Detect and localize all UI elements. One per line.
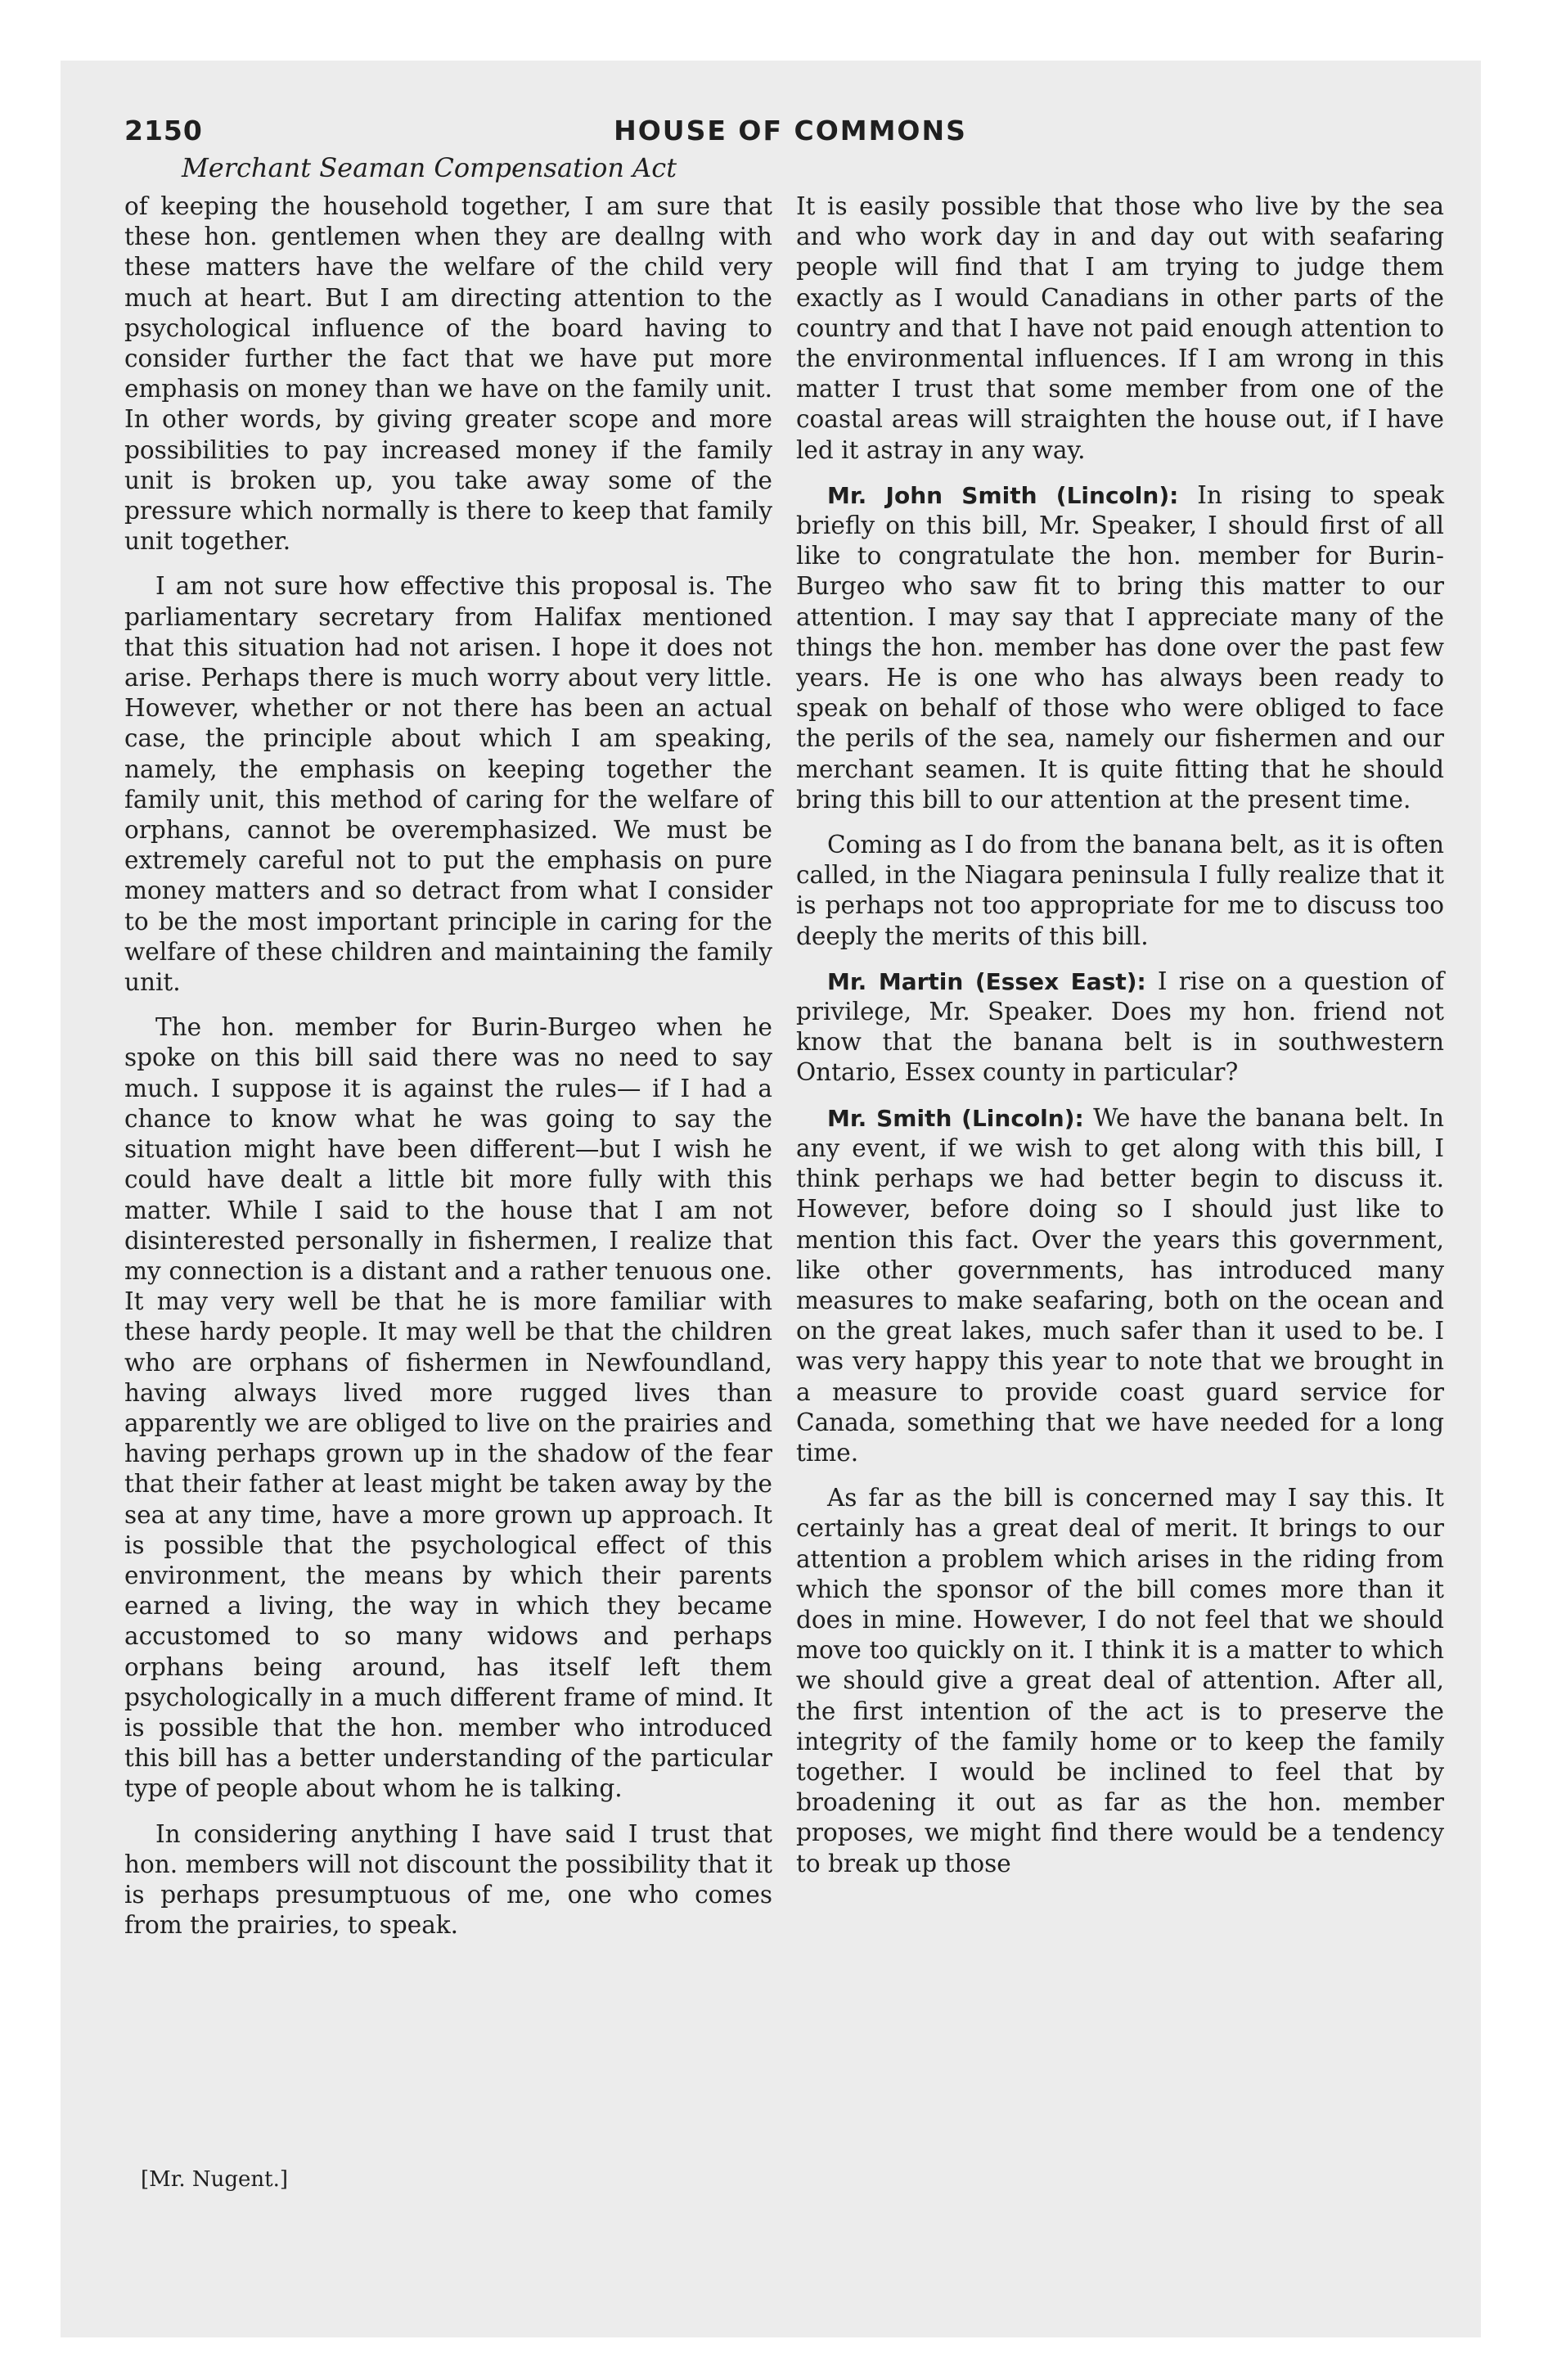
paragraph: In considering anything I have said I trust that hon. members will not discount the possibility that it is perhaps presumptuous of me, one who comes from the prairies, to speak. [124,1819,772,1940]
running-title: HOUSE OF COMMONS [614,115,967,146]
paragraph: Coming as I do from the banana belt, as it is often called, in the Niagara peninsula I fully realize that it is perhaps not too appropriate for me to discuss too deeply the merits of this bill. [796,831,1444,950]
paragraph: It is easily possible that those who live by the sea and who work day in and day out with seafaring people will find that I am trying to judge them exactly as I would Canadians in other parts of the country and that I have not paid enough attention to the environmental influences. If I am wrong in this matter I trust that some member from one of the coastal areas will straighten the house out, if I have led it astray in any way. [796,192,1444,464]
speech-text: I rise on a question of privilege, Mr. Speaker. Does my hon. friend not know that the banana belt is in southwestern Ontario, Essex county in particular? [796,967,1444,1087]
right-column [796,192,1444,1879]
section-title: Merchant Seaman Compensation Act [182,152,677,183]
speech-text: In rising to speak briefly on this bill, Mr. Speaker, I should first of all like to congratulate the hon. member for Burin-Burgeo who saw fit to bring this matter to our attention. I may say that I appreciate many of the things the hon. member has done over the past few years. He is one who has always been ready to speak on behalf of those who were obliged to face the perils of the sea, namely our fishermen and our merchant seamen. It is quite fitting that he should bring this bill to our attention at the present time. [796,480,1444,814]
paragraph: I am not sure how effective this proposal is. The parliamentary secretary from Halifax mentioned that this situation had not arisen. I hope it does not arise. Perhaps there is much worry about very little. However, whether or not there has been an actual case, the principle about which I am speaking, namely, the emphasis on keeping together the family unit, this method of caring for the welfare of orphans, cannot be overemphasized. We must be extremely careful not to put the emphasis on pure money matters and so detract from what I consider to be the most important principle in caring for the welfare of these children and maintaining the family unit. [124,572,772,997]
speaker-name: Mr. Smith (Lincoln): [827,1104,1084,1132]
paragraph: As far as the bill is concerned may I say this. It certainly has a great deal of merit. It brings to our attention a problem which arises in the riding from which the sponsor of the bill comes more than it does in mine. However, I do not feel that we should move too quickly on it. I think it is a matter to which we should give a great deal of attention. After all, the first intention of the act is to preserve the integrity of the family home or to keep the family together. I would be inclined to feel that by broadening it out as far as the hon. member proposes, we might find there would be a tendency to break up those [796,1484,1444,1877]
speaker-name: Mr. Martin (Essex East): [827,967,1146,995]
speech-paragraph [796,1103,1444,1468]
left-column [124,192,772,1941]
page-number: 2150 [124,115,203,146]
paragraph: The hon. member for Burin-Burgeo when he spoke on this bill said there was no need to say much. I suppose it is against the rules— if I had a chance to know what he was going to say the situation might have been different—but I wish he could have dealt a little bit more fully with this matter. While I said to the house that I am not disinterested personally in fishermen, I realize that my connection is a distant and a rather tenuous one. It may very well be that he is more familiar with these hardy people. It may well be that the children who are orphans of fishermen in Newfoundland, having always lived more rugged lives than apparently we are obliged to live on the prairies and having perhaps grown up in the shadow of the fear that their father at least might be taken away by the sea at any time, have a more grown up approach. It is possible that the psychological effect of this environment, the means by which their parents earned a living, the way in which they became accustomed to so many widows and perhaps orphans being around, has itself left them psychologically in a much different frame of mind. It is possible that the hon. member who introduced this bill has a better understanding of the particular type of people about whom he is talking. [124,1013,772,1803]
speaker-name: Mr. John Smith (Lincoln): [827,481,1179,509]
paragraph: of keeping the household together, I am sure that these hon. gentlemen when they are deallng with these matters have the welfare of the child very much at heart. But I am directing attention to the psychological influence of the board having to consider further the fact that we have put more emphasis on money than we have on the family unit. In other words, by giving greater scope and more possibilities to pay increased money if the family unit is broken up, you take away some of the pressure which normally is there to keep that family unit together. [124,192,772,556]
speech-text: We have the banana belt. In any event, if we wish to get along with this bill, I think perhaps we had better begin to discuss it. However, before doing so I should just like to mention this fact. Over the years this government, like other governments, has introduced many measures to make seafaring, both on the ocean and on the great lakes, much safer than it used to be. I was very happy this year to note that we brought in a measure to provide coast guard service for Canada, something that we have needed for a long time. [796,1103,1444,1467]
speech-paragraph [796,967,1444,1089]
speech-paragraph [796,480,1444,815]
speaker-footnote: [Mr. Nugent.] [141,2167,288,2192]
